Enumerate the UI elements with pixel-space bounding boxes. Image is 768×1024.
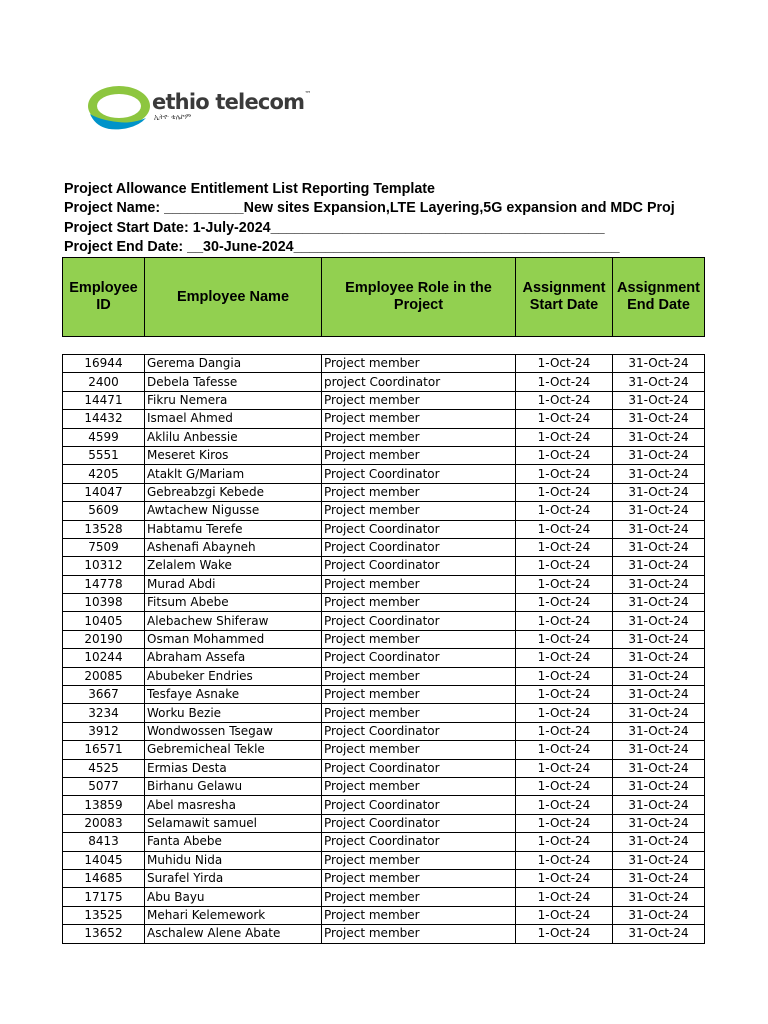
cell-start-date: 1-Oct-24 [516, 538, 613, 556]
cell-employee-role: Project Coordinator [322, 612, 516, 630]
ethio-telecom-logo [86, 84, 311, 134]
cell-employee-name: Osman Mohammed [145, 630, 322, 648]
cell-end-date: 31-Oct-24 [613, 465, 705, 483]
table-row [63, 538, 705, 556]
cell-start-date: 1-Oct-24 [516, 814, 613, 832]
cell-employee-id: 13652 [63, 925, 145, 943]
cell-end-date: 31-Oct-24 [613, 833, 705, 851]
table-row [63, 502, 705, 520]
cell-end-date: 31-Oct-24 [613, 722, 705, 740]
cell-employee-role: Project member [322, 391, 516, 409]
table-row [63, 373, 705, 391]
cell-employee-name: Worku Bezie [145, 704, 322, 722]
cell-employee-name: Abel masresha [145, 796, 322, 814]
cell-start-date: 1-Oct-24 [516, 925, 613, 943]
cell-employee-role: Project Coordinator [322, 833, 516, 851]
cell-end-date: 31-Oct-24 [613, 520, 705, 538]
cell-employee-id: 20190 [63, 630, 145, 648]
table-row [63, 612, 705, 630]
cell-employee-name: Wondwossen Tsegaw [145, 722, 322, 740]
cell-end-date: 31-Oct-24 [613, 428, 705, 446]
cell-employee-role: Project Coordinator [322, 649, 516, 667]
table-row [63, 667, 705, 685]
cell-end-date: 31-Oct-24 [613, 538, 705, 556]
cell-end-date: 31-Oct-24 [613, 612, 705, 630]
cell-employee-role: Project member [322, 704, 516, 722]
cell-start-date: 1-Oct-24 [516, 777, 613, 795]
header-employee-id: Employee ID [63, 258, 145, 337]
cell-end-date: 31-Oct-24 [613, 704, 705, 722]
cell-employee-id: 14432 [63, 410, 145, 428]
header-assignment-start: Assignment Start Date [516, 258, 613, 337]
cell-employee-id: 10398 [63, 594, 145, 612]
cell-start-date: 1-Oct-24 [516, 796, 613, 814]
cell-start-date: 1-Oct-24 [516, 557, 613, 575]
cell-employee-role: Project member [322, 502, 516, 520]
cell-employee-id: 4205 [63, 465, 145, 483]
cell-employee-id: 20085 [63, 667, 145, 685]
logo-mark-icon [86, 84, 152, 134]
cell-employee-name: Murad Abdi [145, 575, 322, 593]
table-row [63, 575, 705, 593]
table-row [63, 704, 705, 722]
cell-employee-id: 13525 [63, 906, 145, 924]
cell-start-date: 1-Oct-24 [516, 888, 613, 906]
cell-end-date: 31-Oct-24 [613, 410, 705, 428]
cell-employee-role: Project Coordinator [322, 759, 516, 777]
cell-end-date: 31-Oct-24 [613, 575, 705, 593]
cell-employee-role: Project Coordinator [322, 814, 516, 832]
table-row [63, 446, 705, 464]
table-row [63, 686, 705, 704]
cell-employee-role: Project member [322, 741, 516, 759]
table-row [63, 428, 705, 446]
table-row [63, 630, 705, 648]
cell-end-date: 31-Oct-24 [613, 355, 705, 373]
table-row [63, 465, 705, 483]
cell-employee-name: Ashenafi Abayneh [145, 538, 322, 556]
cell-employee-id: 4525 [63, 759, 145, 777]
table-row [63, 833, 705, 851]
cell-employee-role: Project member [322, 851, 516, 869]
table-row [63, 355, 705, 373]
table-row [63, 520, 705, 538]
cell-employee-name: Abraham Assefa [145, 649, 322, 667]
table-row [63, 906, 705, 924]
cell-start-date: 1-Oct-24 [516, 391, 613, 409]
project-name: Project Name: __________New sites Expansion,LTE Layering,5G expansion and MDC Proj [64, 200, 675, 217]
cell-employee-role: Project member [322, 355, 516, 373]
cell-end-date: 31-Oct-24 [613, 373, 705, 391]
cell-end-date: 31-Oct-24 [613, 869, 705, 887]
cell-employee-role: project Coordinator [322, 373, 516, 391]
cell-end-date: 31-Oct-24 [613, 649, 705, 667]
cell-employee-id: 16944 [63, 355, 145, 373]
cell-employee-name: Gerema Dangia [145, 355, 322, 373]
cell-start-date: 1-Oct-24 [516, 594, 613, 612]
cell-employee-name: Abu Bayu [145, 888, 322, 906]
cell-employee-id: 10312 [63, 557, 145, 575]
cell-employee-name: Ermias Desta [145, 759, 322, 777]
cell-employee-role: Project Coordinator [322, 520, 516, 538]
report-title: Project Allowance Entitlement List Reporting Template [64, 181, 435, 197]
cell-employee-role: Project member [322, 686, 516, 704]
cell-employee-role: Project Coordinator [322, 538, 516, 556]
cell-start-date: 1-Oct-24 [516, 410, 613, 428]
table-row [63, 483, 705, 501]
cell-employee-name: Fanta Abebe [145, 833, 322, 851]
project-end-date: Project End Date: __30-June-2024_________________________________________ [64, 238, 620, 255]
cell-employee-role: Project member [322, 428, 516, 446]
table-row [63, 759, 705, 777]
cell-employee-id: 10244 [63, 649, 145, 667]
cell-start-date: 1-Oct-24 [516, 704, 613, 722]
cell-employee-name: Fikru Nemera [145, 391, 322, 409]
cell-start-date: 1-Oct-24 [516, 667, 613, 685]
cell-start-date: 1-Oct-24 [516, 520, 613, 538]
cell-employee-id: 13859 [63, 796, 145, 814]
cell-employee-id: 3667 [63, 686, 145, 704]
cell-end-date: 31-Oct-24 [613, 483, 705, 501]
cell-employee-role: Project member [322, 630, 516, 648]
cell-end-date: 31-Oct-24 [613, 557, 705, 575]
table-row [63, 777, 705, 795]
cell-employee-name: Selamawit samuel [145, 814, 322, 832]
cell-employee-name: Surafel Yirda [145, 869, 322, 887]
cell-employee-role: Project member [322, 446, 516, 464]
table-row [63, 649, 705, 667]
cell-end-date: 31-Oct-24 [613, 906, 705, 924]
cell-employee-id: 20083 [63, 814, 145, 832]
table-row [63, 925, 705, 943]
logo-tm: ™ [304, 90, 311, 98]
cell-employee-id: 14778 [63, 575, 145, 593]
cell-employee-name: Gebremicheal Tekle [145, 741, 322, 759]
cell-start-date: 1-Oct-24 [516, 612, 613, 630]
cell-employee-name: Aklilu Anbessie [145, 428, 322, 446]
cell-employee-role: Project member [322, 777, 516, 795]
cell-start-date: 1-Oct-24 [516, 851, 613, 869]
cell-employee-id: 10405 [63, 612, 145, 630]
header-row [63, 258, 705, 337]
cell-end-date: 31-Oct-24 [613, 796, 705, 814]
cell-employee-role: Project member [322, 483, 516, 501]
cell-start-date: 1-Oct-24 [516, 649, 613, 667]
cell-employee-name: Abubeker Endries [145, 667, 322, 685]
cell-employee-id: 14047 [63, 483, 145, 501]
cell-employee-id: 13528 [63, 520, 145, 538]
table-row [63, 410, 705, 428]
logo-subtitle: ኢትዮ ቴሌኮም [154, 113, 192, 121]
cell-start-date: 1-Oct-24 [516, 686, 613, 704]
cell-employee-name: Alebachew Shiferaw [145, 612, 322, 630]
cell-employee-name: Awtachew Nigusse [145, 502, 322, 520]
cell-start-date: 1-Oct-24 [516, 722, 613, 740]
cell-employee-id: 5551 [63, 446, 145, 464]
cell-employee-name: Zelalem Wake [145, 557, 322, 575]
cell-end-date: 31-Oct-24 [613, 777, 705, 795]
cell-employee-name: Tesfaye Asnake [145, 686, 322, 704]
cell-employee-role: Project Coordinator [322, 557, 516, 575]
table-row [63, 851, 705, 869]
cell-employee-name: Meseret Kiros [145, 446, 322, 464]
table-row [63, 722, 705, 740]
cell-employee-id: 8413 [63, 833, 145, 851]
cell-start-date: 1-Oct-24 [516, 741, 613, 759]
cell-end-date: 31-Oct-24 [613, 391, 705, 409]
cell-start-date: 1-Oct-24 [516, 869, 613, 887]
cell-employee-id: 16571 [63, 741, 145, 759]
cell-start-date: 1-Oct-24 [516, 355, 613, 373]
cell-end-date: 31-Oct-24 [613, 594, 705, 612]
cell-employee-id: 5609 [63, 502, 145, 520]
cell-employee-name: Gebreabzgi Kebede [145, 483, 322, 501]
cell-start-date: 1-Oct-24 [516, 833, 613, 851]
cell-end-date: 31-Oct-24 [613, 814, 705, 832]
cell-employee-id: 4599 [63, 428, 145, 446]
cell-end-date: 31-Oct-24 [613, 851, 705, 869]
table-row [63, 796, 705, 814]
cell-end-date: 31-Oct-24 [613, 446, 705, 464]
cell-end-date: 31-Oct-24 [613, 925, 705, 943]
table-row [63, 557, 705, 575]
table-header [62, 257, 705, 337]
cell-employee-name: Fitsum Abebe [145, 594, 322, 612]
cell-start-date: 1-Oct-24 [516, 465, 613, 483]
employee-table [62, 354, 705, 944]
header-employee-name: Employee Name [145, 258, 322, 337]
table-row [63, 594, 705, 612]
cell-employee-role: Project member [322, 888, 516, 906]
cell-employee-role: Project member [322, 594, 516, 612]
table-row [63, 391, 705, 409]
cell-employee-name: Ataklt G/Mariam [145, 465, 322, 483]
cell-employee-name: Habtamu Terefe [145, 520, 322, 538]
cell-employee-name: Muhidu Nida [145, 851, 322, 869]
table-row [63, 814, 705, 832]
cell-end-date: 31-Oct-24 [613, 686, 705, 704]
cell-employee-role: Project member [322, 667, 516, 685]
cell-employee-role: Project Coordinator [322, 465, 516, 483]
cell-employee-id: 3912 [63, 722, 145, 740]
cell-start-date: 1-Oct-24 [516, 483, 613, 501]
project-start-date: Project Start Date: 1-July-2024__________________________________________ [64, 219, 605, 236]
cell-start-date: 1-Oct-24 [516, 446, 613, 464]
cell-start-date: 1-Oct-24 [516, 373, 613, 391]
cell-employee-role: Project member [322, 906, 516, 924]
cell-employee-id: 5077 [63, 777, 145, 795]
cell-employee-id: 2400 [63, 373, 145, 391]
cell-employee-id: 14685 [63, 869, 145, 887]
cell-end-date: 31-Oct-24 [613, 502, 705, 520]
cell-employee-id: 7509 [63, 538, 145, 556]
cell-start-date: 1-Oct-24 [516, 906, 613, 924]
cell-end-date: 31-Oct-24 [613, 888, 705, 906]
cell-employee-id: 14471 [63, 391, 145, 409]
cell-end-date: 31-Oct-24 [613, 630, 705, 648]
cell-employee-name: Ismael Ahmed [145, 410, 322, 428]
table-row [63, 888, 705, 906]
cell-start-date: 1-Oct-24 [516, 428, 613, 446]
cell-employee-id: 14045 [63, 851, 145, 869]
cell-start-date: 1-Oct-24 [516, 759, 613, 777]
cell-end-date: 31-Oct-24 [613, 667, 705, 685]
header-assignment-end: Assignment End Date [613, 258, 705, 337]
cell-employee-name: Mehari Kelemework [145, 906, 322, 924]
table-row [63, 741, 705, 759]
cell-employee-role: Project member [322, 575, 516, 593]
header-employee-role: Employee Role in the Project [322, 258, 516, 337]
cell-employee-role: Project member [322, 410, 516, 428]
cell-employee-role: Project Coordinator [322, 722, 516, 740]
cell-start-date: 1-Oct-24 [516, 502, 613, 520]
cell-employee-id: 3234 [63, 704, 145, 722]
cell-end-date: 31-Oct-24 [613, 759, 705, 777]
report-headings [64, 180, 706, 257]
cell-employee-name: Aschalew Alene Abate [145, 925, 322, 943]
cell-employee-id: 17175 [63, 888, 145, 906]
logo-brand-text: ethio telecom [152, 90, 305, 114]
cell-end-date: 31-Oct-24 [613, 741, 705, 759]
cell-employee-name: Birhanu Gelawu [145, 777, 322, 795]
cell-start-date: 1-Oct-24 [516, 630, 613, 648]
cell-employee-role: Project member [322, 869, 516, 887]
cell-employee-role: Project member [322, 925, 516, 943]
cell-employee-name: Debela Tafesse [145, 373, 322, 391]
cell-start-date: 1-Oct-24 [516, 575, 613, 593]
table-row [63, 869, 705, 887]
cell-employee-role: Project Coordinator [322, 796, 516, 814]
